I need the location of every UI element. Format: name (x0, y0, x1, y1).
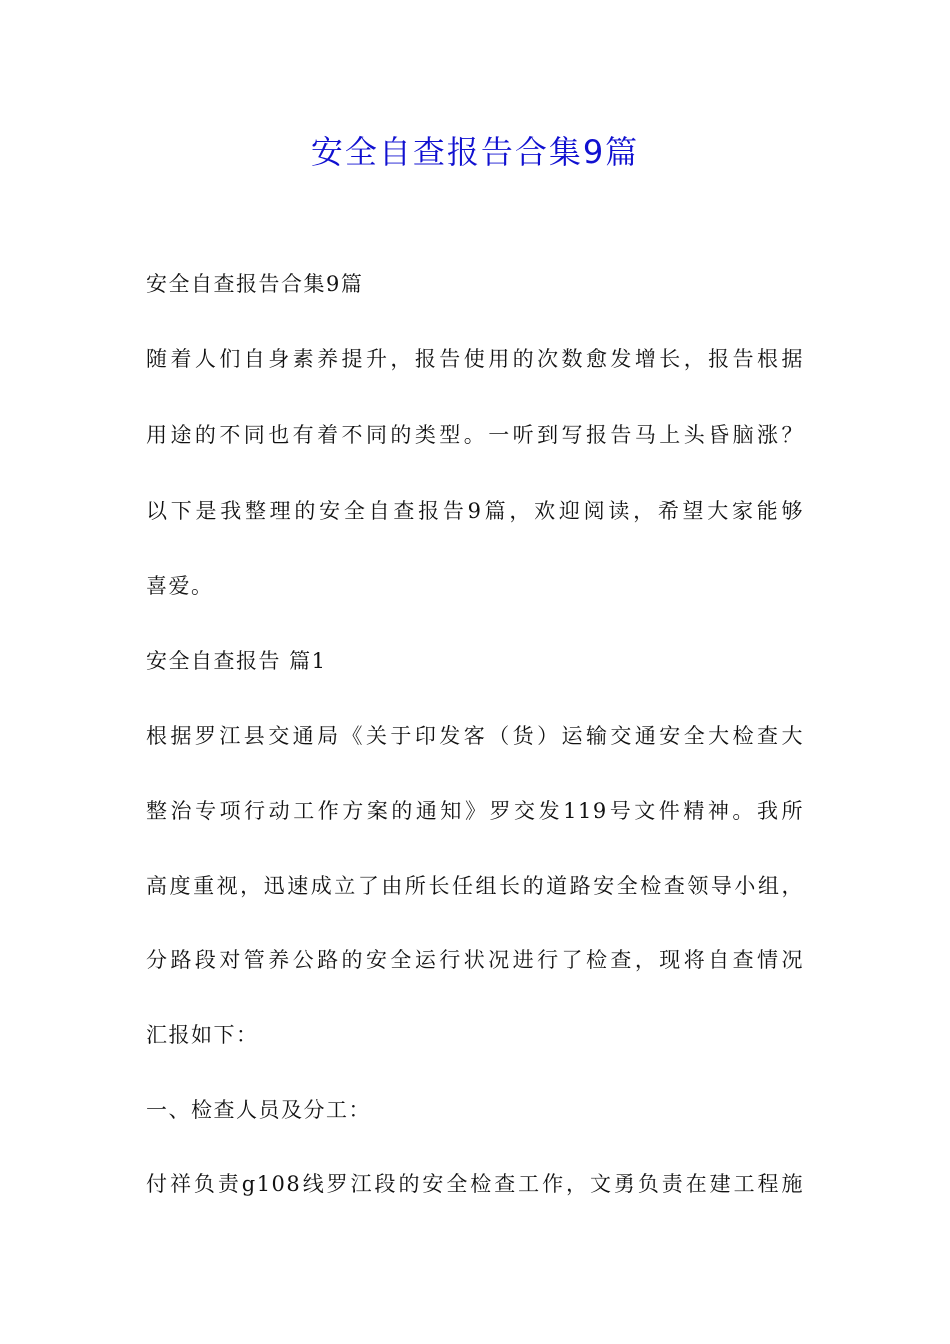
body-line-8: 高度重视，迅速成立了由所长任组长的道路安全检查领导小组， (146, 874, 804, 898)
body-line-10: 汇报如下： (146, 1023, 259, 1047)
body-line-2: 用途的不同也有着不同的类型。一听到写报告马上头昏脑涨？ (146, 423, 804, 447)
document-title: 安全自查报告合集9篇 (310, 133, 640, 171)
body-line-9: 分路段对管养公路的安全运行状况进行了检查，现将自查情况 (146, 948, 804, 972)
body-line-4: 喜爱。 (146, 574, 214, 598)
body-line-7: 整治专项行动工作方案的通知》罗交发119号文件精神。我所 (146, 799, 804, 823)
section-heading-2: 一、检查人员及分工： (146, 1098, 371, 1122)
body-line-12: 付祥负责g108线罗江段的安全检查工作，文勇负责在建工程施 (146, 1172, 804, 1196)
body-line-6: 根据罗江县交通局《关于印发客（货）运输交通安全大检查大 (146, 724, 804, 748)
subtitle-line: 安全自查报告合集9篇 (146, 272, 364, 296)
section-heading-1: 安全自查报告 篇1 (146, 649, 327, 673)
body-line-3: 以下是我整理的安全自查报告9篇，欢迎阅读，希望大家能够 (146, 499, 804, 523)
body-line-1: 随着人们自身素养提升，报告使用的次数愈发增长，报告根据 (146, 347, 804, 371)
